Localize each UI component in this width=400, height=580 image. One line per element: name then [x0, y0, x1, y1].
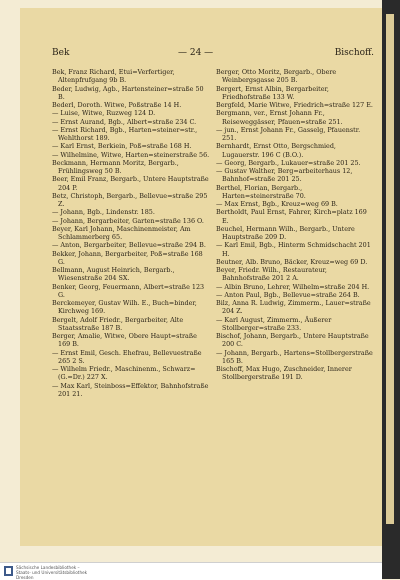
directory-entry: — Georg, Bergarb., Lukauer=straße 201 25. — [216, 158, 361, 167]
directory-entry: Bederl, Doroth. Witwe, Poßstraße 14 H. — [52, 101, 182, 109]
directory-entry: — Anton Paul, Bgb., Bellevue=straße 264 B. — [216, 290, 360, 299]
right-column — [216, 68, 374, 382]
directory-entry: — Anton, Bergarbeiter, Bellevue=straße 294 B. — [52, 241, 206, 250]
directory-entry: — Max Karl, Steinboss=Effektor, Bahnhofstraße 201 21. — [52, 381, 209, 398]
header-right-keyword: Bischoff. — [334, 48, 374, 58]
footer-text — [16, 565, 87, 580]
directory-entry: Beder, Ludwig, Agb., Hartensteiner=straße 50 B. — [52, 84, 204, 101]
directory-entry: — Karl Emil, Bgb., Hinterm Schmidschacht 201 H. — [216, 241, 371, 258]
directory-entry: Beckmann, Hermann Moritz, Bergarb., Frühlingsweg 50 B. — [52, 158, 179, 175]
directory-entry: — Karl August, Zimmerm., Äußerer Stollberger=straße 233. — [216, 315, 332, 332]
directory-entry: — jun., Ernst Johann Fr., Gasselg, Pfauenstr. 251. — [216, 125, 361, 142]
directory-entry: Betz, Christoph, Bergarb., Bellevue=straße 295 Z. — [52, 191, 208, 208]
left-column — [52, 68, 210, 398]
library-logo-icon — [4, 566, 13, 576]
directory-entry: Berger, Otto Moritz, Bergarb., Obere Weinbergsgasse 205 B. — [216, 68, 337, 85]
library-footer — [0, 562, 382, 580]
directory-entry: — Johann, Bergarbeiter, Garten=straße 136 O. — [52, 216, 204, 225]
footer-line-2: Staats- und Universitätsbibliothek — [16, 570, 88, 575]
directory-entry: — Wilhelmine, Witwe, Harten=steinerstraße 56. — [52, 150, 210, 159]
directory-entry: Berckemeyer, Gustav Wilh. E., Buch=binder, Kirchweg 169. — [52, 299, 197, 316]
directory-entry: — Wilhelm Friedr., Maschinenm., Schwarz=(G.=Dr.) 227 X. — [52, 365, 196, 382]
directory-entry: Beuchel, Hermann Wilh., Bergarb., Untere Hauptstraße 209 D. — [216, 224, 355, 241]
directory-entry: — Max Ernst, Bgb., Kreuz=weg 69 B. — [216, 200, 338, 208]
directory-entry: Bergmann, ver., Ernst Johann Fr., Reiseweggässer, Pfauen=straße 251. — [216, 109, 343, 126]
directory-entry: — Karl Ernst, Berkiein, Poß=straße 168 H. — [52, 142, 192, 151]
directory-entry: Bekker, Johann, Bergarbeiter, Poß=straße 168 G. — [52, 249, 203, 266]
directory-entry: Beutner, Alb. Bruno, Bäcker, Kreuz=weg 69 D. — [216, 257, 368, 266]
footer-line-1: Sächsische Landesbibliothek – — [16, 565, 80, 570]
directory-entry: — Albin Bruno, Lehrer, Wilhelm=straße 204 H. — [216, 282, 370, 291]
directory-entry: — Ernst Richard, Bgb., Harten=steiner=str., Wehlthorst 189. — [52, 125, 198, 142]
directory-entry: Beyer, Karl Johann, Maschinenmeister, Am Schlammerberg 65. — [52, 224, 191, 241]
directory-entry: — Luise, Witwe, Ruzweg 124 D. — [52, 109, 156, 118]
directory-entry: Bergelt, Adolf Friedr., Bergarbeiter, Alte Staatsstraße 187 B. — [52, 315, 184, 332]
directory-entry: — Johann, Bergarb., Hartens=Stollbergerstraße 165 B. — [216, 348, 373, 365]
scan-edge-strip — [382, 0, 400, 579]
directory-entry: Berthel, Florian, Bergarb., Harten=steinerstraße 70. — [216, 183, 306, 200]
footer-line-3: Dresden — [16, 575, 34, 580]
directory-entry: — Johann, Bgb., Lindenstr. 185. — [52, 208, 155, 217]
directory-entry: Bernhardt, Ernst Otto, Bergschmied, Lugauerstr. 196 C (B.O.). — [216, 142, 336, 159]
header-left-keyword: Bek — [52, 48, 70, 58]
directory-entry: — Ernst Aurand, Bgb., Albert=straße 234 C. — [52, 117, 197, 126]
directory-entry: Bergert, Ernst Albin, Bergarbeiter, Friedhofstraße 133 W. — [216, 84, 329, 101]
adjacent-page-edge — [386, 14, 394, 524]
directory-entry: Bergfeld, Marie Witwe, Friedrich=straße 127 E. — [216, 101, 373, 109]
directory-entry: Benker, Georg, Feuermann, Albert=straße 123 G. — [52, 282, 205, 299]
directory-entry: Bilz, Anna R. Ludwig, Zimmerm., Lauer=straße 204 Z. — [216, 299, 371, 316]
directory-entry: Bellmann, August Heinrich, Bergarb., Wiesenstraße 204 SX. — [52, 266, 175, 283]
page-header — [52, 48, 374, 62]
directory-entry: Beer, Emil Franz, Bergarb., Untere Hauptstraße 204 P. — [52, 175, 209, 192]
page-number: — 24 — — [178, 48, 214, 58]
directory-entry: Bertholdt, Paul Ernst, Fahrer, Kirch=platz 169 E. — [216, 208, 367, 225]
directory-entry: Bek, Franz Richard, Etui=Verfertiger, Altenpfrufgang 9b B. — [52, 68, 175, 85]
directory-entry: — Ernst Emil, Gesch. Ehefrau, Bellevuestraße 265 2 S. — [52, 348, 202, 365]
directory-entry: Bischof, Johann, Bergarb., Untere Hauptstraße 200 C. — [216, 332, 369, 349]
directory-entry: Beyer, Friedr. Wilh., Restaurateur, Bahnhofstraße 201 2 A. — [216, 266, 327, 283]
directory-entry: — Gustav Walther, Berg=arbeiterhaus 12, Bahnhof=straße 201 25. — [216, 167, 353, 184]
directory-entry: Bischoff, Max Hugo, Zuschneider, Innerer Stollbergerstraße 191 D. — [216, 365, 352, 382]
directory-entry: Berger, Amalie, Witwe, Obere Haupt=straße 169 B. — [52, 332, 197, 349]
